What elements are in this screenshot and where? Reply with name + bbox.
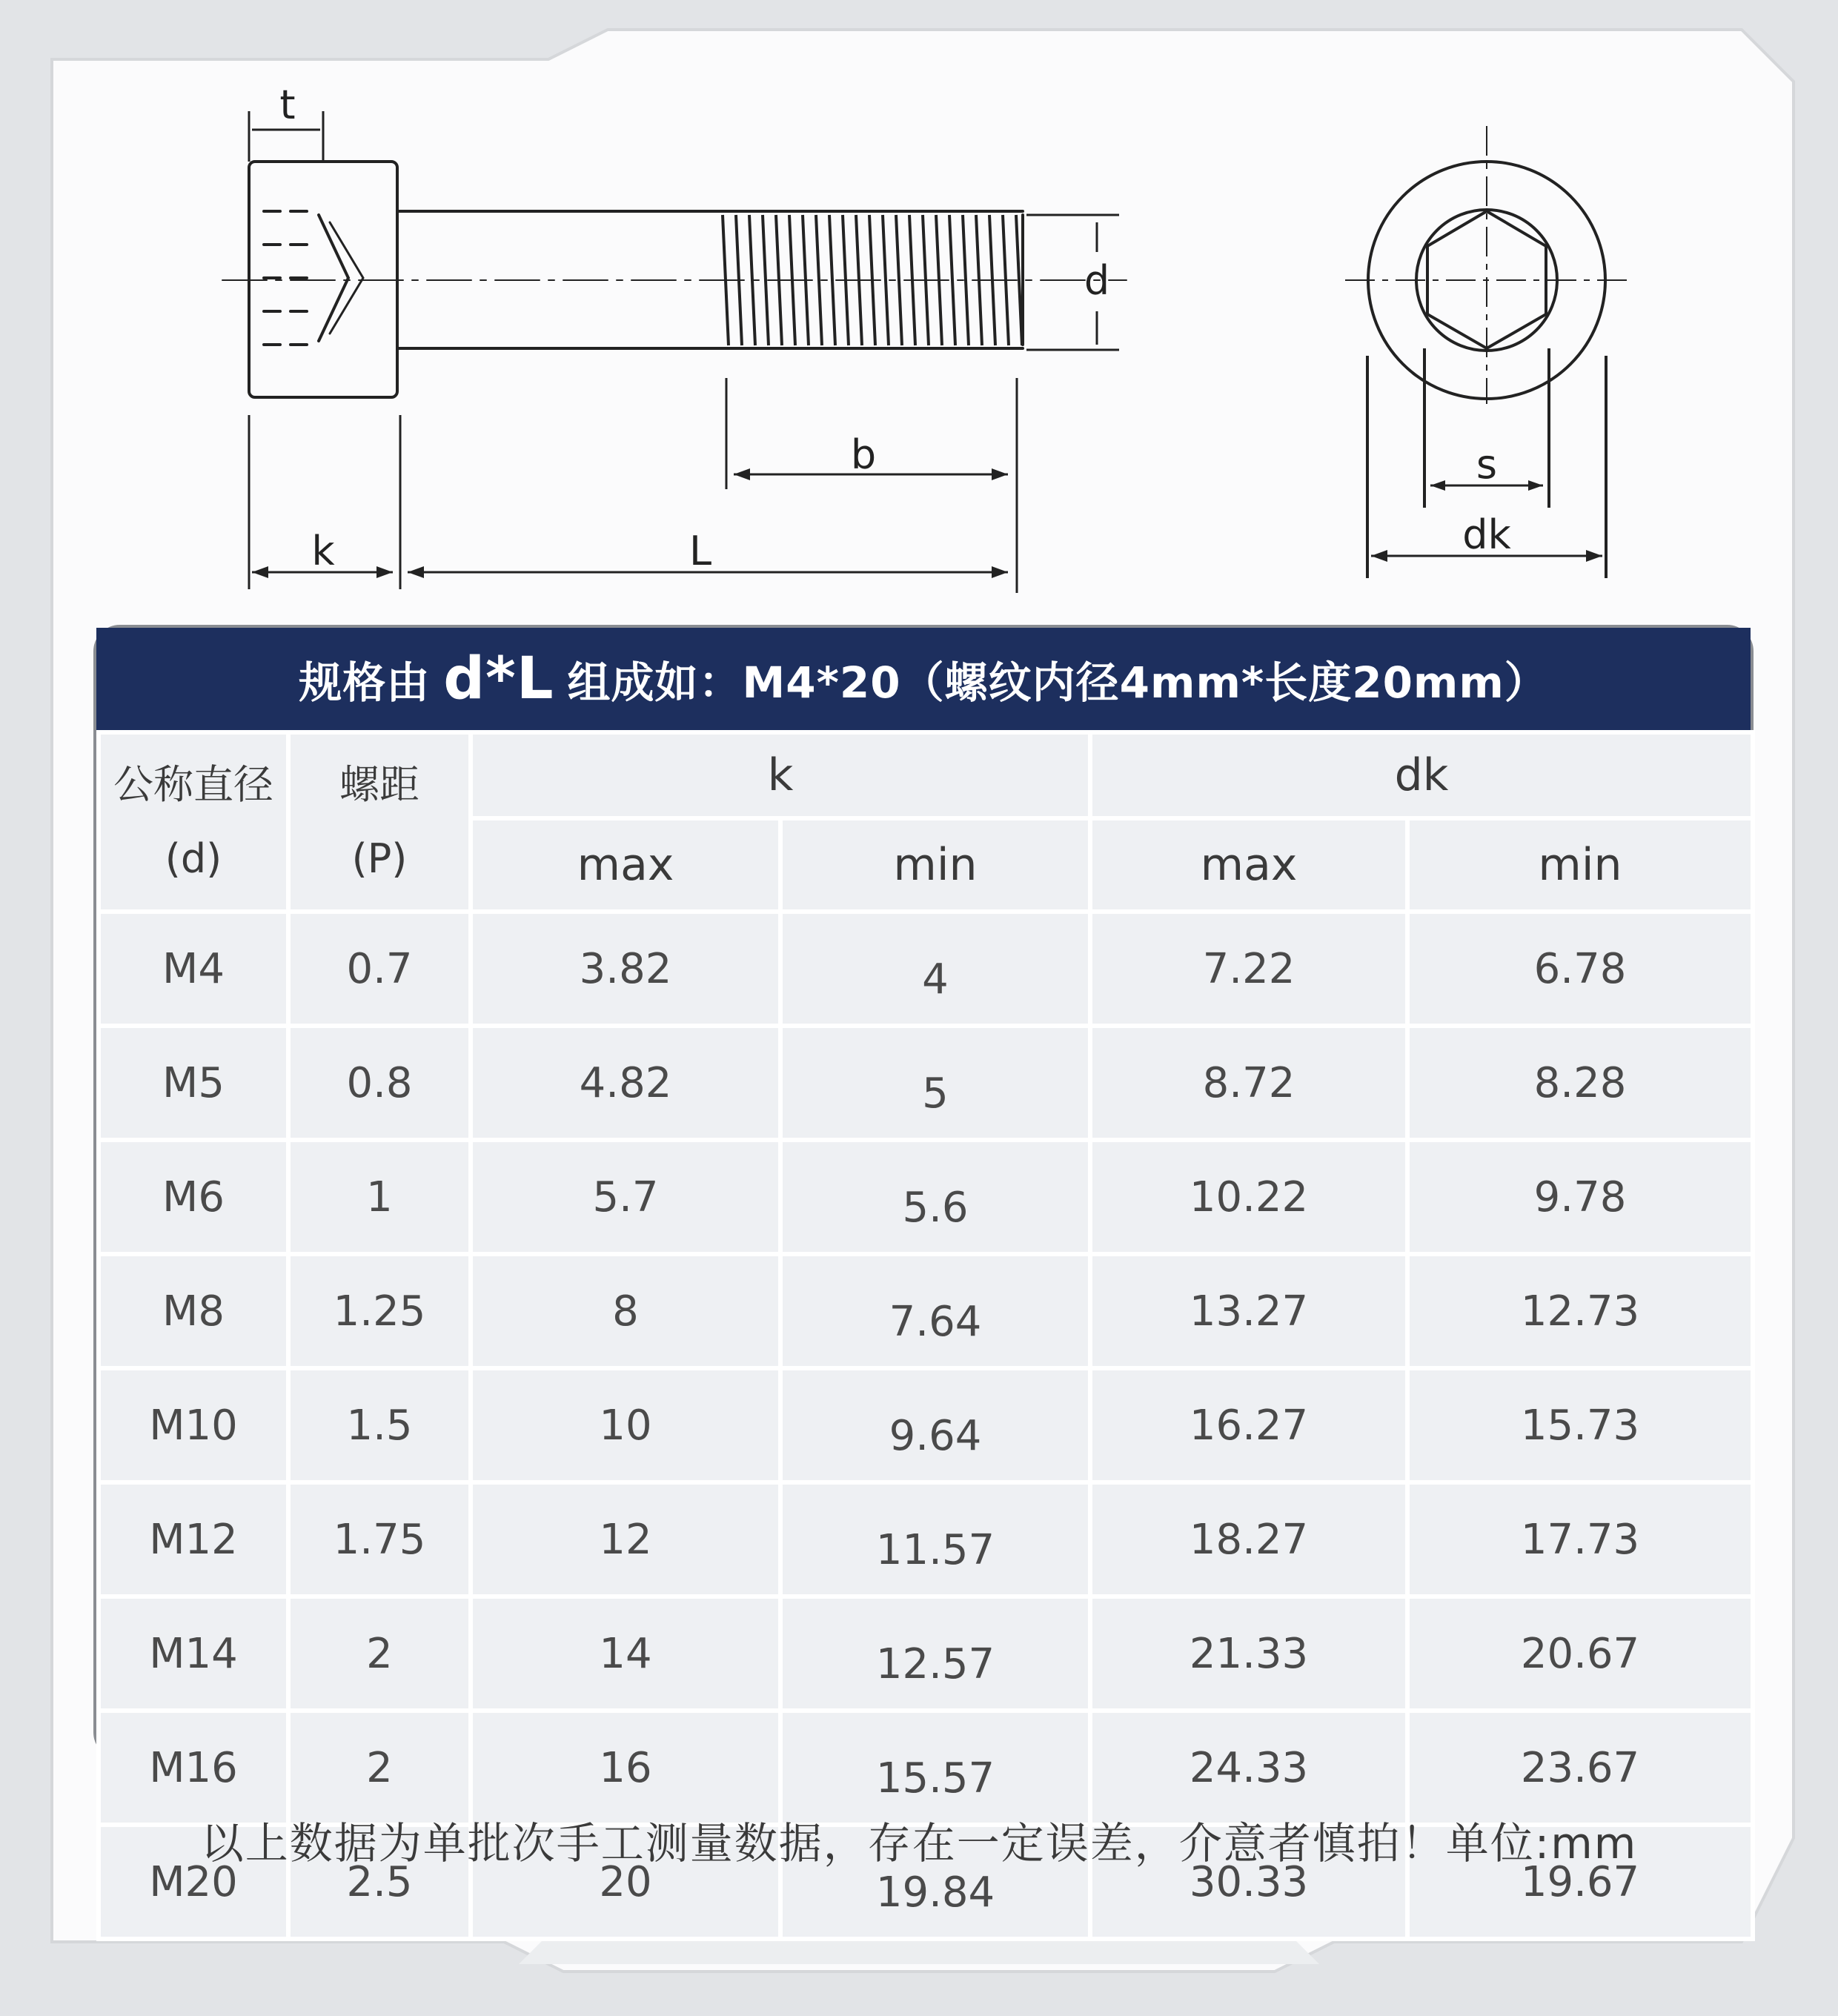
cell-dk-min: 9.78 xyxy=(1407,1140,1753,1254)
cell-dk-max: 10.22 xyxy=(1090,1140,1407,1254)
cell-dk-min: 17.73 xyxy=(1407,1482,1753,1596)
cell-dk-min: 20.67 xyxy=(1407,1596,1753,1711)
label-s: s xyxy=(1476,441,1498,488)
header-dk-min: min xyxy=(1407,818,1753,912)
cell-dk-max: 30.33 xyxy=(1090,1825,1407,1939)
title-suffix: 组成如：M4*20（螺纹内径4mm*长度20mm） xyxy=(567,657,1548,708)
cell-dk-min: 6.78 xyxy=(1407,912,1753,1026)
cell-k-max: 8 xyxy=(471,1254,780,1368)
cell-pitch: 1.75 xyxy=(288,1482,471,1596)
cell-nominal-diameter: M16 xyxy=(99,1711,288,1825)
header-pitch: 螺距 (P) xyxy=(288,732,471,912)
cell-k-max: 5.7 xyxy=(471,1140,780,1254)
cell-dk-max: 13.27 xyxy=(1090,1254,1407,1368)
spec-table xyxy=(96,730,1755,1941)
cell-nominal-diameter: M12 xyxy=(99,1482,288,1596)
cell-dk-max: 16.27 xyxy=(1090,1368,1407,1482)
cell-k-min: 15.57 xyxy=(780,1711,1090,1825)
cell-nominal-diameter: M20 xyxy=(99,1825,288,1939)
cell-k-max: 4.82 xyxy=(471,1026,780,1140)
cell-dk-min: 19.67 xyxy=(1407,1825,1753,1939)
table-title xyxy=(96,628,1751,730)
title-formula: d*L xyxy=(443,646,554,712)
cell-k-min: 19.84 xyxy=(780,1825,1090,1939)
table-row xyxy=(99,1254,1753,1368)
cell-pitch: 1.5 xyxy=(288,1368,471,1482)
cell-nominal-diameter: M10 xyxy=(99,1368,288,1482)
cell-nominal-diameter: M6 xyxy=(99,1140,288,1254)
cell-dk-max: 7.22 xyxy=(1090,912,1407,1026)
table-row xyxy=(99,1026,1753,1140)
header-k-max: max xyxy=(471,818,780,912)
cell-k-min: 5.6 xyxy=(780,1140,1090,1254)
cell-dk-max: 24.33 xyxy=(1090,1711,1407,1825)
cell-dk-max: 21.33 xyxy=(1090,1596,1407,1711)
cell-dk-min: 15.73 xyxy=(1407,1368,1753,1482)
cell-k-min: 7.64 xyxy=(780,1254,1090,1368)
cell-k-max: 16 xyxy=(471,1711,780,1825)
cell-k-min: 9.64 xyxy=(780,1368,1090,1482)
label-dk: dk xyxy=(1462,511,1511,558)
cell-k-min: 4 xyxy=(780,912,1090,1026)
label-k: k xyxy=(311,528,335,574)
cell-pitch: 2 xyxy=(288,1711,471,1825)
label-d: d xyxy=(1084,257,1110,304)
cell-k-max: 3.82 xyxy=(471,912,780,1026)
disclaimer-note: 以上数据为单批次手工测量数据，存在一定误差，介意者慎拍！单位:mm xyxy=(200,1818,1638,1869)
header-nominal-diameter: 公称直径 (d) xyxy=(99,732,288,912)
table-row xyxy=(99,1596,1753,1711)
label-t: t xyxy=(279,82,296,128)
table-row xyxy=(99,1482,1753,1596)
header-k-min: min xyxy=(780,818,1090,912)
cell-pitch: 1 xyxy=(288,1140,471,1254)
screw-drawing xyxy=(0,0,1838,615)
table-row xyxy=(99,912,1753,1026)
label-b: b xyxy=(850,431,877,478)
table-row xyxy=(99,1368,1753,1482)
cell-dk-max: 8.72 xyxy=(1090,1026,1407,1140)
cell-nominal-diameter: M4 xyxy=(99,912,288,1026)
header-dk: dk xyxy=(1090,732,1753,818)
cell-pitch: 2.5 xyxy=(288,1825,471,1939)
label-L: L xyxy=(689,528,712,574)
table-row xyxy=(99,1140,1753,1254)
cell-k-min: 5 xyxy=(780,1026,1090,1140)
cell-k-max: 14 xyxy=(471,1596,780,1711)
cell-k-max: 12 xyxy=(471,1482,780,1596)
cell-pitch: 2 xyxy=(288,1596,471,1711)
cell-k-min: 12.57 xyxy=(780,1596,1090,1711)
header-dk-max: max xyxy=(1090,818,1407,912)
cell-dk-min: 12.73 xyxy=(1407,1254,1753,1368)
cell-nominal-diameter: M8 xyxy=(99,1254,288,1368)
cell-dk-min: 8.28 xyxy=(1407,1026,1753,1140)
cell-dk-max: 18.27 xyxy=(1090,1482,1407,1596)
table-row xyxy=(99,1711,1753,1825)
cell-k-min: 11.57 xyxy=(780,1482,1090,1596)
cell-pitch: 0.8 xyxy=(288,1026,471,1140)
cell-nominal-diameter: M5 xyxy=(99,1026,288,1140)
cell-nominal-diameter: M14 xyxy=(99,1596,288,1711)
cell-dk-min: 23.67 xyxy=(1407,1711,1753,1825)
cell-pitch: 1.25 xyxy=(288,1254,471,1368)
title-prefix: 规格由 xyxy=(299,657,431,708)
cell-pitch: 0.7 xyxy=(288,912,471,1026)
cell-k-max: 10 xyxy=(471,1368,780,1482)
header-k: k xyxy=(471,732,1090,818)
cell-k-max: 20 xyxy=(471,1825,780,1939)
